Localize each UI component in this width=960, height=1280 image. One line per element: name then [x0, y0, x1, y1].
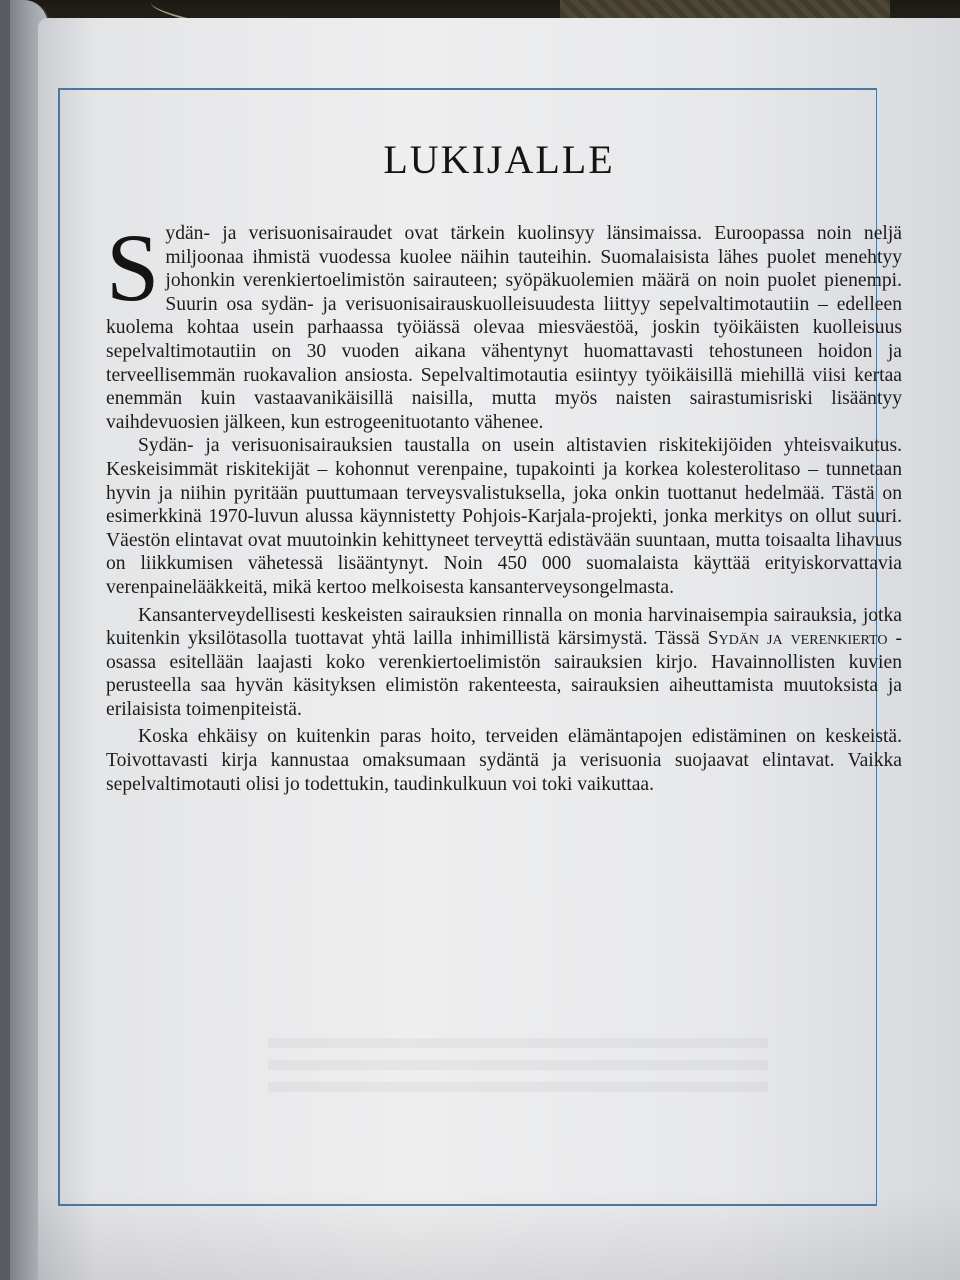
page-title: LUKIJALLE — [383, 137, 615, 182]
book-page — [38, 18, 960, 1280]
body-text — [106, 214, 902, 796]
left-page-edge — [0, 0, 10, 1280]
paragraph-3-text-start: Kansanterveydellisesti keskeisten sairauksien rinnalla on monia harvinaisempia sairauksia, jotka kuitenkin yksilötasolla tuottavat yhtä lailla inhimillistä kärsimystä. Tässä — [106, 604, 902, 650]
paragraph-2: Sydän- ja verisuonisairauksien taustalla on usein altistavien riskitekijöiden yhteisvaikutus. Keskeisimmät riskitekijät – kohonnut verenpaine, tupakointi ja korkea kolesterolitaso – tunnetaan hyvin ja niihin pyritään puuttumaan terveysvalistuksella, joka onkin tuottanut hedelmää. Tästä on esimerkkinä 1970-luvun alussa käynnistetty Pohjois-Karjala-projekti, jonka merkitys on ollut suuri. Väestön elintavat ovat muutoinkin kehittyneet terveyttä edistävään suuntaan, mutta toisaalta lihavuus on liikkumisen vähetessä lisääntynyt. Noin 450 000 suomalaista käyttää erityiskorvattavia verenpainelääkkeitä, mikä kertoo melkoisesta kansanterveysongelmasta. — [106, 435, 902, 598]
show-through-text — [268, 1038, 768, 1098]
paragraph-3 — [106, 604, 902, 722]
paragraph-1 — [106, 214, 902, 434]
drop-cap: S — [106, 214, 160, 321]
paragraph-3-text-end: -osassa esitellään laajasti koko verenkiertoelimistön sairauksien kirjo. Havainnollisten kuvien perusteella saa hyvän käsityksen elimistön rakenteesta, sairauksien aiheuttamista muutoksista ja erilaisista toimenpiteistä. — [106, 628, 902, 720]
paragraph-4: Koska ehkäisy on kuitenkin paras hoito, terveiden elämäntapojen edistäminen on keskeistä. Toivottavasti kirja kannustaa omaksumaan sydäntä ja verisuonia suojaavat elintavat. Vaikka sepelvaltimotauti olisi jo todettukin, taudinkulkuun voi toki vaikuttaa. — [106, 726, 902, 795]
paragraph-1-text: ydän- ja verisuonisairaudet ovat tärkein kuolinsyy länsimaissa. Euroopassa noin neljä miljoonaa ihmistä vuodessa kuolee näihin tauteihin. Suomalaisista lähes puolet menehtyy johonkin verenkiertoelimistön sairauteen; syöpäkuolemien määrä on noin puolet pienempi. Suurin osa sydän- ja verisuonisairauskuolleisuudesta liittyy sepelvaltimotautiin – edelleen kuolema kohtaa usein parhaassa työiässä olevaa miesväestöä, joskin työikäisten kuolleisuus sepelvaltimotautiin on 30 vuoden aikana vähentynyt huomattavasti tehostuneen hoidon ja terveellisemmän ruokavalion ansiosta. Sepelvaltimotautia esiintyy työikäisillä miehillä viisi kertaa enemmän kuin vastaavanikäisillä naisilla, mutta myös naisten sairastumisriski lisääntyy vaihdevuosien jälkeen, kun estrogeenituotanto vähenee. — [106, 223, 902, 433]
series-title: Sydän ja verenkierto — [707, 628, 888, 650]
